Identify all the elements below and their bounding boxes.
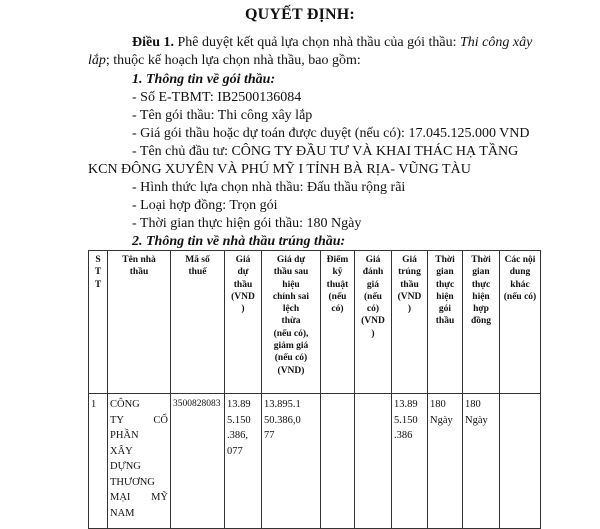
section2-heading: 2. Thông tin về nhà thầu trúng thầu: [132,234,346,249]
cell-eval-price [355,394,392,529]
info-line-contract-type: - Loại hợp đồng: Trọn gói [132,198,278,213]
table-header-row [89,251,541,394]
cell-contract-duration: 180 Ngày [463,394,500,529]
header-contract-duration: Thời gian thực hiện hợp đồng [463,251,500,394]
package-name-a: Thi công xây [459,35,533,50]
header-bid-price: Giá dự thầu (VND ) [225,251,262,394]
header-tax-code: Mã số thuế [171,251,225,394]
article-label: Điều 1. [132,35,174,50]
article-continuation: ; thuộc kế hoạch lựa chọn nhà thầu, bao gồm: [105,53,361,68]
cell-tax-code: 3500828083 [171,394,225,529]
cell-package-duration: 180 Ngày [428,394,463,529]
header-contractor-name: Tên nhà thầu [108,251,171,394]
info-line-method: - Hình thức lựa chọn nhà thầu: Đấu thầu rộng rãi [132,180,406,195]
info-line-duration: - Thời gian thực hiện gói thầu: 180 Ngày [132,216,362,231]
header-eval-price: Giá đánh giá (nếu có) (VND ) [355,251,392,394]
cell-contractor-name: CÔNG TY CỔ PHẦN XÂY DỰNG THƯƠNG MẠI MỸ NAM [108,394,171,529]
header-adjusted-price: Giá dự thầu sau hiệu chính sai lệch thừa (nếu có), giảm giá (nếu có) (VND) [262,251,321,394]
cell-adjusted-price: 13.895.1 50.386,0 77 [262,394,321,529]
info-line-etbmt: - Số E-TBMT: IB2500136084 [132,90,302,105]
info-line-package-name: - Tên gói thầu: Thi công xây lắp [132,108,313,123]
info-line-investor-cont: KCN ĐÔNG XUYÊN VÀ PHÚ MỸ I TỈNH BÀ RỊA- VŨNG TÀU [88,162,471,177]
info-line-package-price: - Giá gói thầu hoặc dự toán được duyệt (nếu có): 17.045.125.000 VND [132,126,530,141]
cell-tech-score [321,394,355,529]
winning-bidder-table [88,250,541,529]
table-row [89,394,541,529]
cell-award-price: 13.89 5.150 .386 [392,394,428,529]
cell-bid-price: 13.89 5.150 .386, 077 [225,394,262,529]
document-title: QUYẾT ĐỊNH: [245,6,355,23]
header-tech-score: Điểm kỹ thuật (nếu có) [321,251,355,394]
article-line-1 [132,34,532,52]
header-award-price: Giá trúng thầu (VND ) [392,251,428,394]
package-name-b: lắp [88,53,106,68]
info-line-investor: - Tên chủ đầu tư: CÔNG TY ĐẦU TƯ VÀ KHAI THÁC HẠ TẦNG [132,144,519,159]
header-package-duration: Thời gian thực hiện gói thầu [428,251,463,394]
cell-stt: 1 [89,394,108,529]
article-text: Phê duyệt kết quả lựa chọn nhà thầu của gói thầu: [174,35,460,50]
cell-other-content [500,394,541,529]
section1-heading: 1. Thông tin về gói thầu: [132,72,276,87]
header-other-content: Các nội dung khác (nếu có) [500,251,541,394]
header-stt: S T T [89,251,108,394]
article-line-2 [88,52,361,70]
